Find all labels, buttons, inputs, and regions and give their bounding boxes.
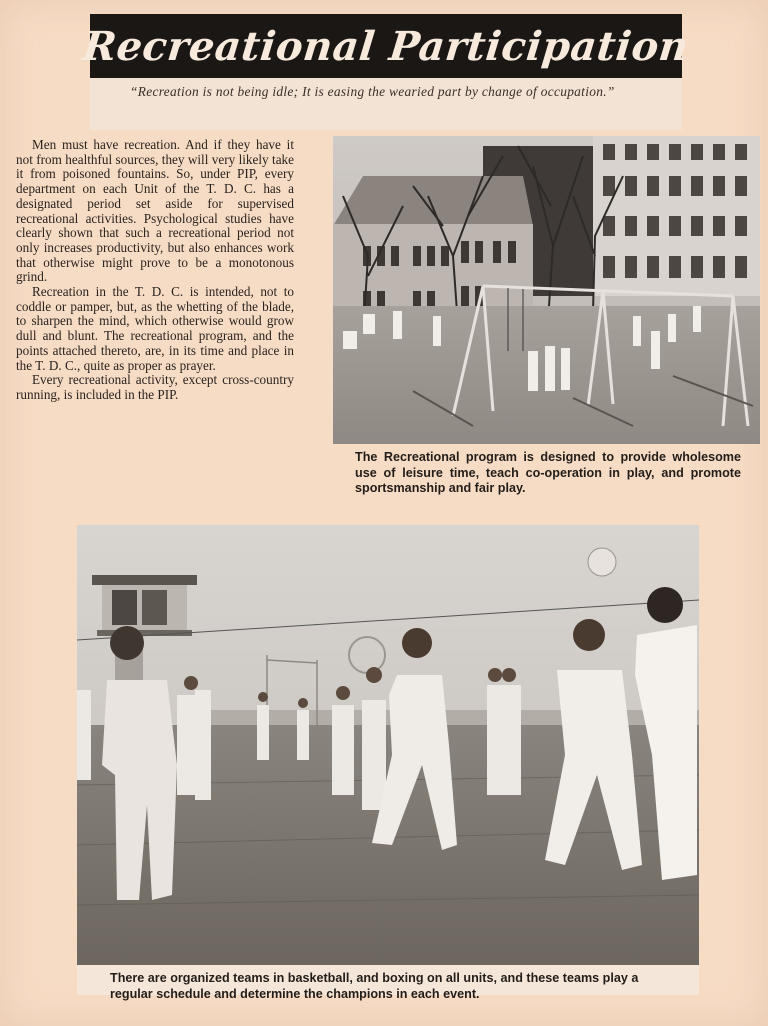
photo-volleyball-game (77, 525, 699, 965)
photo-recreation-yard (333, 136, 760, 444)
article-paragraph: Recreation in the T. D. C. is intended, not to coddle or pamper, but, as the whetting of the blade, to sharpen the mind, which otherwise would grow dull and blunt. The recreational program, and the points attached thereto, are, in its time and place in the T. D. C., quite as proper as prayer. (16, 284, 294, 373)
photo-caption: There are organized teams in basketball, and boxing on all units, and these teams play a regular schedule and determine the champions in each event. (110, 971, 639, 1001)
article-paragraph: Men must have recreation. And if they have it not from healthful sources, they will very likely take it from poisoned fountains. So, under PIP, every department on each Unit of the T. D. C. has a designated period set aside for supervised recreational activities. Psychological studies have clearly shown that such a recreational period not only increases productivity, but also enhances work that otherwise might prove to be a monotonous grind. (16, 137, 294, 285)
title-banner (80, 14, 692, 78)
article-paragraph: Every recreational activity, except cross-country running, is included in the PIP. (16, 372, 294, 402)
photo-volleyball-game-image (77, 525, 699, 965)
article-body (16, 138, 294, 403)
photo-recreation-yard-image (333, 136, 760, 444)
page-title: Recreational Participation (80, 22, 692, 70)
photo-caption: The Recreational program is designed to provide wholesome use of leisure time, teach co-operation in play, and promote sportsmanship and fair play. (355, 450, 741, 496)
epigraph-quote: “Recreation is not being idle; It is easing the wearied part by change of occupation.” (130, 84, 615, 99)
